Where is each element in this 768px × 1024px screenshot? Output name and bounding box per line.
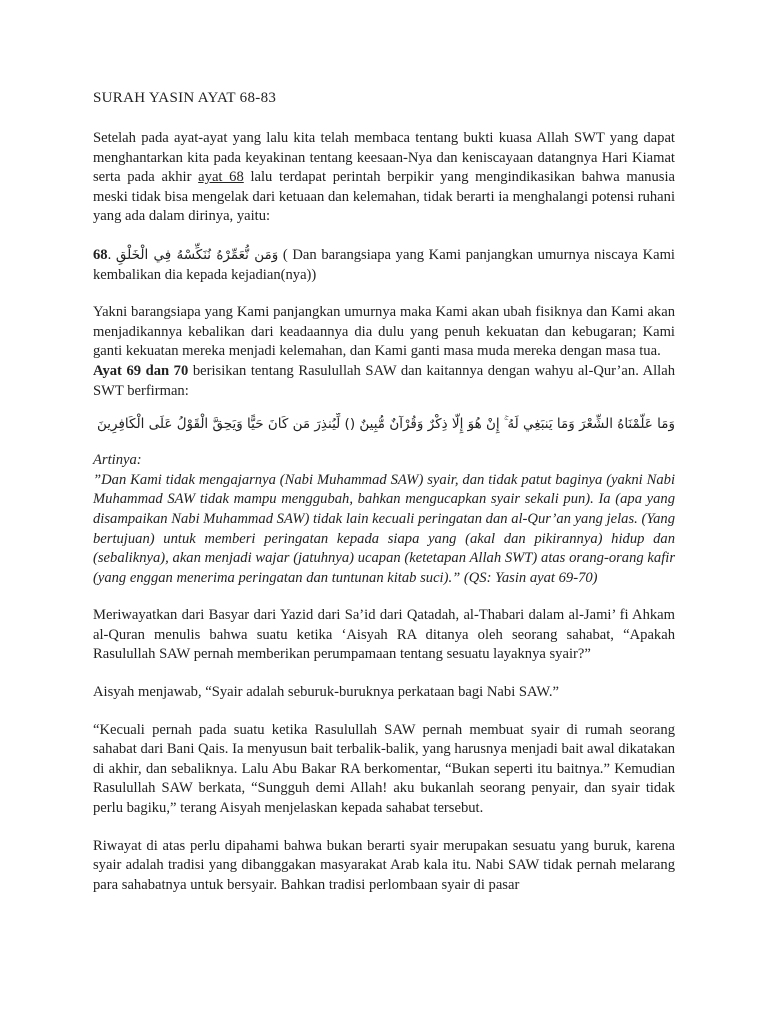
paragraph-explanation: Yakni barangsiapa yang Kami panjangkan umurnya maka Kami akan ubah fisiknya dan Kami akan menjadikannya kebalikan dari keadaannya dia dulu yang penuh kekuatan dan kebugaran; Kami ganti kekuatan mereka menjadi kelemahan, dan Kami ganti masa muda mereka dengan masa tua. [93, 304, 675, 360]
paragraph-riwayat: Meriwayatkan dari Basyar dari Yazid dari Sa’id dari Qatadah, al-Thabari dalam al-Jami’ fi Ahkam al-Quran menulis bahwa suatu ketika ‘Aisyah RA ditanya oleh seorang sahabat, “Apakah Rasulullah SAW pernah memberikan perumpamaan tentang sesuatu layaknya syair?” [93, 607, 675, 663]
verse-68-number: 68 [93, 246, 108, 263]
verse-69-70-arabic: وَمَا عَلَّمْنَاهُ الشِّعْرَ وَمَا يَنبَغِي لَهُ ۚ إِنْ هُوَ إِلَّا ذِكْرٌ وَقُرْآنٌ مُّبِينٌ () لِّيُنذِرَ مَن كَانَ حَيًّا وَيَحِقَّ الْقَوْلُ عَلَى الْكَافِرِينَ [96, 416, 675, 433]
paragraph-aisyah-answer: Aisyah menjawab, “Syair adalah seburuk-buruknya perkataan bagi Nabi SAW.” [93, 684, 559, 701]
document-title: SURAH YASIN AYAT 68-83 [93, 90, 277, 106]
paragraph-intro [93, 129, 675, 227]
verse-68-arabic: وَمَن نُّعَمِّرْهُ نُنَكِّسْهُ فِي الْخَلْقِ [115, 246, 279, 263]
translation-69-70: ”Dan Kami tidak mengajarnya (Nabi Muhammad SAW) syair, dan tidak patut baginya (yakni Nabi Muhammad SAW tidak mampu menggubah, bahkan mengucapkan syair sekali pun). Ia (apa yang disampaikan Nabi Muhammad SAW) tidak lain kecuali peringatan dan al-Qur’an yang jelas. (Yang bertujuan) untuk memberi peringatan kepada siapa yang (akal dan pikirannya) hidup dan (sebaliknya), akan menjadi wajar (jatuhnya) ucapan (ketetapan Allah SWT) atas orang-orang kafir (yang enggan menerima peringatan dan tuntunan kitab suci).” (QS: Yasin ayat 69-70) [93, 471, 675, 586]
ayat-69-70-text: berisikan tentang Rasulullah SAW dan kaitannya dengan wahyu al-Qur’an. Allah SWT berfirman: [93, 362, 676, 399]
intro-text-after: lalu terdapat perintah berpikir yang mengindikasikan bahwa manusia meski tidak bisa mengelak dari ketuaan dan kelemahan, tidak berarti ia menghalangi potensi ruhani yang ada dalam dirinya, yaitu: [93, 169, 675, 225]
verse-68: 68. وَمَن نُّعَمِّرْهُ نُنَكِّسْهُ فِي الْخَلْقِ ( Dan barangsiapa yang Kami panjangkan umurnya niscaya Kami kembalikan dia kepada kejadian(nya)) [93, 246, 675, 283]
ayat-69-70-heading: Ayat 69 dan 70 [93, 362, 189, 379]
intro-text-before: Setelah pada ayat-ayat yang lalu kita telah membaca tentang bukti kuasa Allah SWT yang dapat menghantarkan kita pada keyakinan tentang keesaan-Nya dan keniscayaan datangnya Hari Kiamat serta pada akhir [93, 130, 675, 186]
paragraph-understanding: Riwayat di atas perlu dipahami bahwa bukan berarti syair merupakan sesuatu yang buruk, karena syair adalah tradisi yang dibanggakan masyarakat Arab kala itu. Nabi SAW tidak pernah melarang para sahabatnya untuk bersyair. Bahkan tradisi perlombaan syair di pasar [93, 837, 675, 893]
paragraph-exception: “Kecuali pernah pada suatu ketika Rasulullah SAW pernah membuat syair di rumah seorang sahabat dari Bani Qais. Ia menyusun bait terbalik-balik, yang harusnya menjadi bait awal dikatakan di akhir, dan sebaliknya. Lalu Abu Bakar RA berkomentar, “Bukan seperti itu baitnya.” Kemudian Rasulullah SAW berkata, “Sungguh demi Allah! aku bukanlah seorang penyair, dan syair tidak perlu bagiku,” terang Aisyah menjelaskan kepada sahabat tersebut. [93, 721, 675, 817]
ayat-68-link[interactable]: ayat 68 [198, 169, 244, 186]
paragraph-ayat-69-70 [93, 362, 675, 401]
artinya-label: Artinya: [93, 452, 142, 469]
verse-68-translation: ( Dan barangsiapa yang Kami panjangkan umurnya niscaya Kami kembalikan dia kepada kejadian(nya)) [93, 246, 675, 283]
